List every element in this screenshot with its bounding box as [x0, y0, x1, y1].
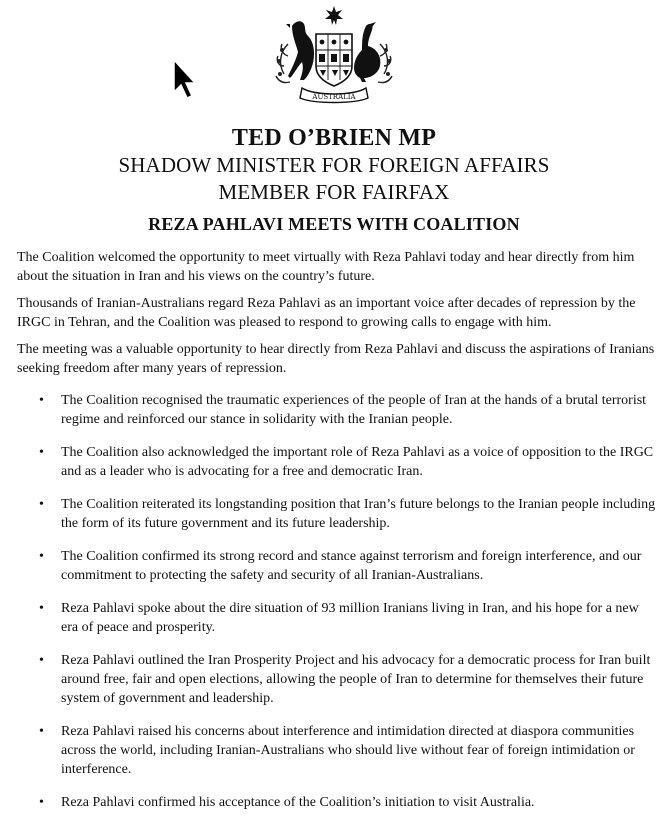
list-item-text: The Coalition confirmed its strong record and stance against terrorism and foreign interference, and our commitment to protecting the safety and security of all Iranian-Australians. [61, 549, 642, 583]
bullet-icon: • [39, 445, 44, 460]
list-item [17, 722, 657, 779]
mp-role-member: MEMBER FOR FAIRFAX [218, 180, 450, 204]
mouse-pointer-icon [172, 58, 196, 102]
list-item-text: The Coalition recognised the traumatic experiences of the people of Iran at the hands of a brutal terrorist regime and reinforced our stance in solidarity with the Iranian people. [61, 393, 647, 427]
bullet-icon: • [39, 497, 44, 512]
list-item [17, 443, 657, 481]
bullet-icon: • [39, 393, 44, 408]
letterhead [0, 124, 668, 236]
list-item [17, 651, 657, 708]
list-item-text: Reza Pahlavi raised his concerns about interference and intimidation directed at diaspora communities across the world, including Iranian-Australians who should live without fear of foreign intimidation or interference. [61, 724, 635, 777]
list-item-text: Reza Pahlavi spoke about the dire situation of 93 million Iranians living in Iran, and his hope for a new era of peace and prosperity. [61, 601, 639, 635]
list-item [17, 599, 657, 637]
release-body [17, 248, 657, 826]
paragraph: Thousands of Iranian-Australians regard Reza Pahlavi as an important voice after decades of repression by the IRGC in Tehran, and the Coalition was pleased to respond to growing calls to engage with him. [17, 296, 636, 330]
list-item [17, 547, 657, 585]
list-item [17, 495, 657, 533]
key-points-list [17, 391, 657, 812]
list-item [17, 391, 657, 429]
paragraph: The Coalition welcomed the opportunity to meet virtually with Reza Pahlavi today and hear directly from him about the situation in Iran and his views on the country’s future. [17, 250, 635, 284]
mp-role-shadow-minister: SHADOW MINISTER FOR FOREIGN AFFAIRS [118, 153, 550, 177]
svg-text:AUSTRALIA: AUSTRALIA [312, 93, 356, 101]
list-item-text: The Coalition also acknowledged the important role of Reza Pahlavi as a voice of opposition to the IRGC and as a leader who is advocating for a free and democratic Iran. [61, 445, 654, 479]
paragraph: The meeting was a valuable opportunity to hear directly from Reza Pahlavi and discuss the aspirations of Iranians seeking freedom after many years of repression. [17, 342, 655, 376]
list-item [17, 793, 657, 812]
bullet-icon: • [39, 724, 44, 739]
list-item-text: Reza Pahlavi outlined the Iran Prosperity Project and his advocacy for a democratic process for Iran built around free, fair and open elections, allowing the people of Iran to determine for themselves their future system of government and leadership. [61, 653, 651, 706]
coat-of-arms-icon [270, 4, 398, 114]
list-item-text: Reza Pahlavi confirmed his acceptance of the Coalition’s initiation to visit Australia. [61, 795, 535, 810]
bullet-icon: • [39, 549, 44, 564]
bullet-icon: • [39, 601, 44, 616]
release-title: REZA PAHLAVI MEETS WITH COALITION [148, 214, 520, 234]
list-item-text: The Coalition reiterated its longstanding position that Iran’s future belongs to the Iranian people including the form of its future government and its future leadership. [61, 497, 656, 531]
bullet-icon: • [39, 795, 44, 810]
mp-name: TED O’BRIEN MP [231, 125, 437, 151]
bullet-icon: • [39, 653, 44, 668]
